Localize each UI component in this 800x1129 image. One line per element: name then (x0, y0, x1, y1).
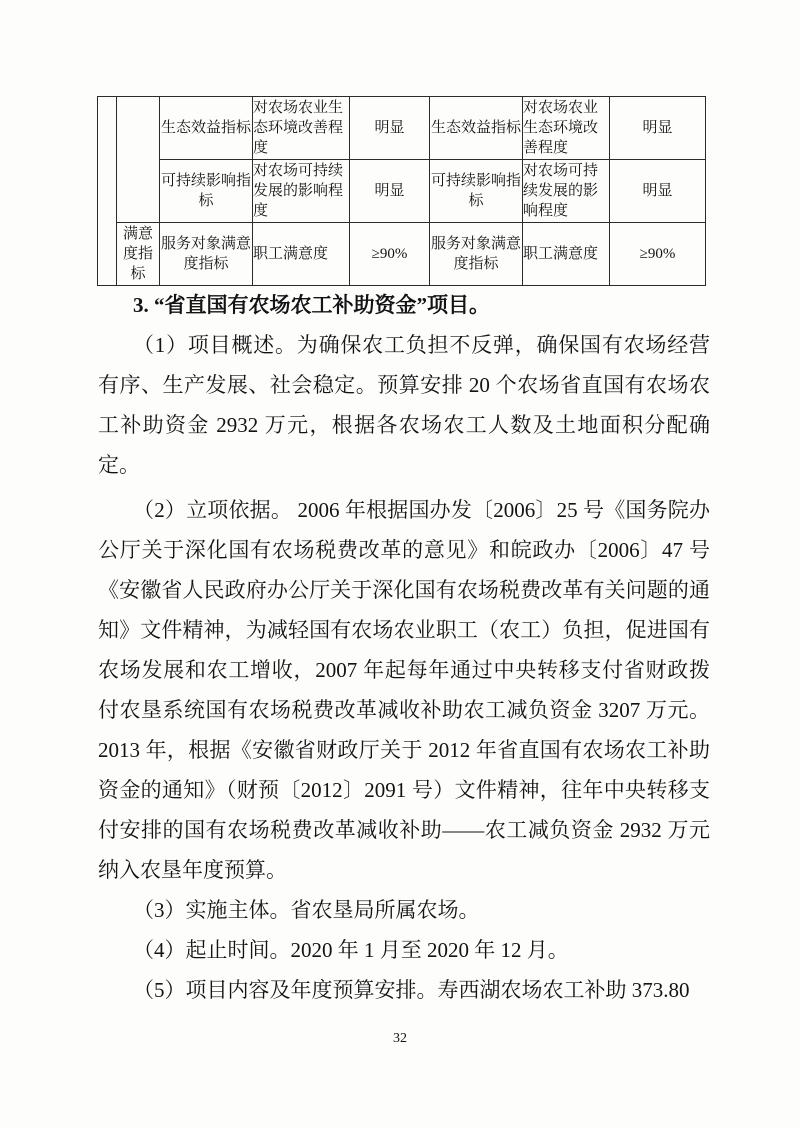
indicator-value-cell: 明显 (350, 97, 430, 160)
paragraph-overview: （1）项目概述。为确保农工负担不反弹，确保国有农场经营有序、生产发展、社会稳定。预算安排 20 个农场省直国有农场农工补助资金 2932 万元，根据各农场农工人数及土地面积分配确定。 (98, 333, 710, 477)
indicator-detail-cell: 职工满意度 (253, 223, 350, 286)
table-row (98, 223, 706, 286)
table-cell-group-empty (117, 97, 160, 223)
paragraph-budget: （5）项目内容及年度预算安排。寿西湖农场农工补助 373.80 (133, 978, 690, 1002)
indicator-detail-cell: 对农场可持续发展的影响程度 (253, 160, 350, 223)
indicator-value-cell: ≥90% (610, 223, 706, 286)
indicator-value-cell: 明显 (350, 160, 430, 223)
indicator-detail-cell: 对农场农业生态环境改善程度 (523, 97, 610, 160)
performance-indicator-table (97, 96, 706, 286)
indicator-value-cell: 明显 (610, 160, 706, 223)
paragraph-implementer: （3）实施主体。省农垦局所属农场。 (133, 898, 480, 922)
section-heading: 3. “省直国有农场农工补助资金”项目。 (133, 293, 490, 317)
indicator-name-cell: 服务对象满意度指标 (430, 223, 523, 286)
group-label-cell: 满意度指标 (117, 223, 160, 286)
paragraph-timeframe: （4）起止时间。2020 年 1 月至 2020 年 12 月。 (133, 938, 569, 962)
indicator-name-cell: 生态效益指标 (430, 97, 523, 160)
indicator-name-cell: 服务对象满意度指标 (160, 223, 253, 286)
table-row (98, 97, 706, 160)
body-text (98, 285, 710, 1010)
indicator-detail-cell: 对农场农业生态环境改善程度 (253, 97, 350, 160)
indicator-name-cell: 可持续影响指标 (160, 160, 253, 223)
indicator-detail-cell: 职工满意度 (523, 223, 610, 286)
indicator-name-cell: 生态效益指标 (160, 97, 253, 160)
indicator-name-cell: 可持续影响指标 (430, 160, 523, 223)
table-row (98, 160, 706, 223)
page-number: 32 (393, 1031, 407, 1046)
table-cell-spacer (98, 97, 117, 286)
paragraph-basis: （2）立项依据。 2006 年根据国办发〔2006〕25 号《国务院办公厅关于深化国有农场税费改革的意见》和皖政办〔2006〕47 号《安徽省人民政府办公厅关于深化国有农场税费改革有关问题的通知》文件精神，为减轻国有农场农业职工（农工）负担，促进国有农场发展和农工增收，2007 年起每年通过中央转移支付省财政拨付农垦系统国有农场税费改革减收补助农工减负资金 3207 万元。2013 年，根据《安徽省财政厅关于 2012 年省直国有农场农工补助资金的通知》（财预〔2012〕2091 号）文件精神，往年中央转移支付安排的国有农场税费改革减收补助——农工减负资金 2932 万元纳入农垦年度预算。 (98, 498, 710, 882)
indicator-value-cell: ≥90% (350, 223, 430, 286)
indicator-detail-cell: 对农场可持续发展的影响程度 (523, 160, 610, 223)
indicator-value-cell: 明显 (610, 97, 706, 160)
